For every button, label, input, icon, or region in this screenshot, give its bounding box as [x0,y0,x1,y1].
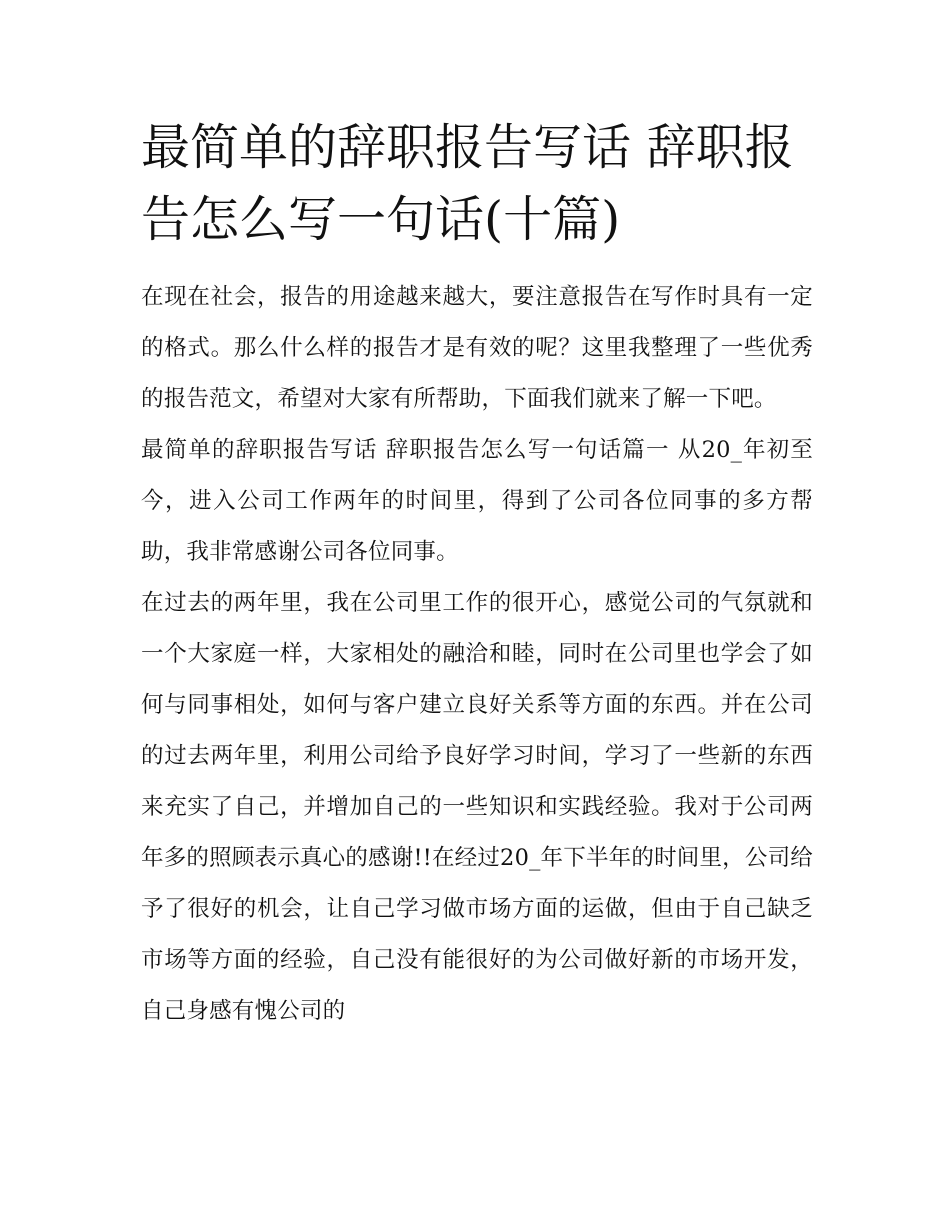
paragraph-intro: 在现在社会，报告的用途越来越大，要注意报告在写作时具有一定的格式。那么什么样的报告才是有效的呢？这里我整理了一些优秀的报告范文，希望对大家有所帮助，下面我们就来了解一下吧。 [141,284,813,412]
document-title: 最简单的辞职报告写话 辞职报告怎么写一句话(十篇) [141,119,794,248]
paragraph-opening: 最简单的辞职报告写话 辞职报告怎么写一句话篇一 从20_年初至今，进入公司工作两年的时间里，得到了公司各位同事的多方帮助，我非常感谢公司各位同事。 [141,437,813,565]
paragraph-body: 在过去的两年里，我在公司里工作的很开心，感觉公司的气氛就和一个大家庭一样，大家相处的融洽和睦，同时在公司里也学会了如何与同事相处，如何与客户建立良好关系等方面的东西。并在公司的过去两年里，利用公司给予良好学习时间，学习了一些新的东西来充实了自己，并增加自己的一些知识和实践经验。我对于公司两年多的照顾表示真心的感谢!!在经过20_年下半年的时间里，公司给予了很好的机会，让自己学习做市场方面的运做，但由于自己缺乏市场等方面的经验，自己没有能很好的为公司做好新的市场开发，自己身感有愧公司的 [141,590,813,1024]
document-body [141,112,813,1037]
